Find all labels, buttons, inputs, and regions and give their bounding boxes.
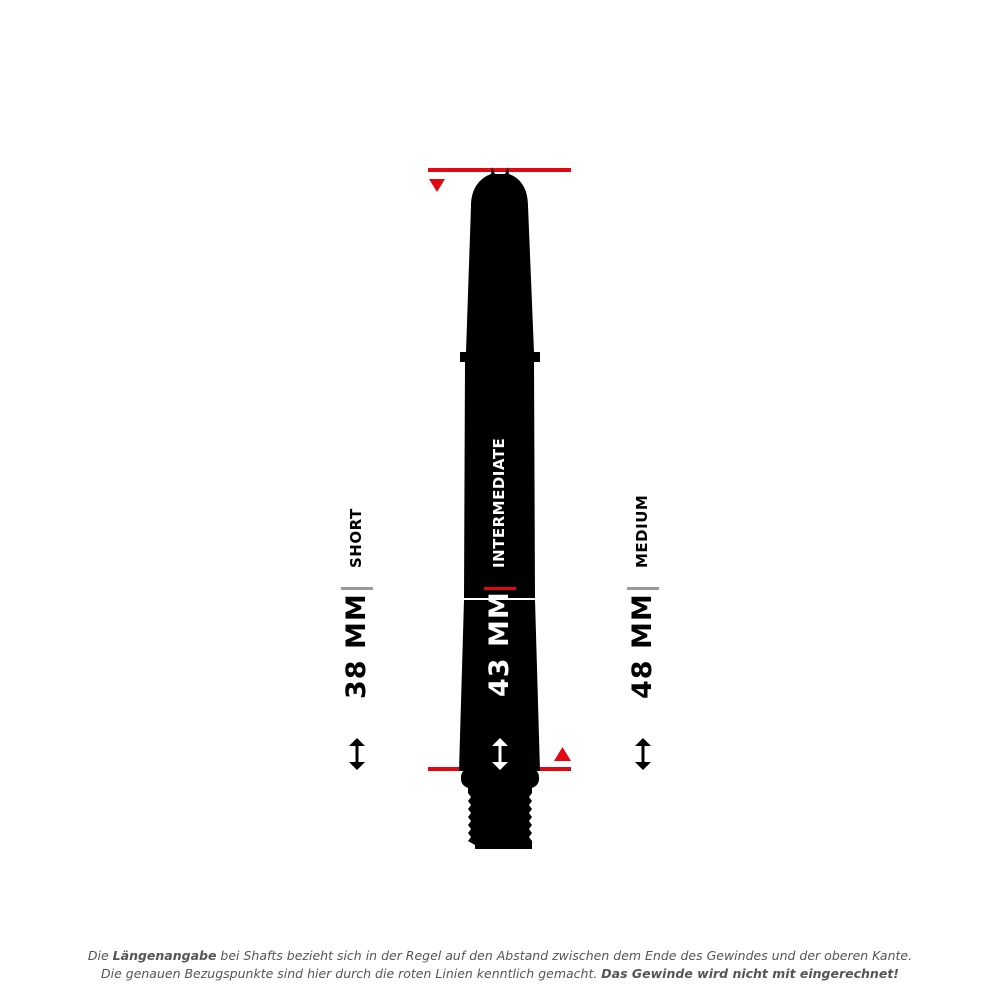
intermediate-label: INTERMEDIATE <box>490 437 508 568</box>
short-separator <box>341 587 373 590</box>
thread-collar <box>461 768 539 788</box>
top-reference-line <box>428 168 571 172</box>
medium-length-value: 48 MM <box>627 593 658 699</box>
red-triangle-up-icon <box>554 747 571 761</box>
short-double-arrow-icon <box>349 738 365 770</box>
intermediate-length-value: 43 MM <box>484 591 515 697</box>
red-triangle-down-icon <box>429 179 445 192</box>
shaft-thread <box>468 786 532 849</box>
footer-line2-bold: Das Gewinde wird nicht mit eingerechnet! <box>601 966 899 981</box>
short-length-value: 38 MM <box>341 593 372 699</box>
footer-line1-bold: Längenangabe <box>112 948 217 963</box>
footer-line1-pre: Die <box>87 948 113 963</box>
footer-note-line-1 <box>0 950 1000 963</box>
footer-line2-pre: Die genauen Bezugspunkte sind hier durch die roten Linien kenntlich gemacht. <box>101 966 602 981</box>
footer-line1-post: bei Shafts bezieht sich in der Regel auf den Abstand zwischen dem Ende des Gewindes und der oberen Kante. <box>216 948 913 963</box>
medium-double-arrow-icon <box>635 738 651 770</box>
medium-separator <box>627 587 659 590</box>
intermediate-separator <box>484 587 516 590</box>
medium-label: MEDIUM <box>633 494 651 568</box>
footer-note-line-2 <box>0 968 1000 981</box>
short-label: SHORT <box>347 508 365 568</box>
